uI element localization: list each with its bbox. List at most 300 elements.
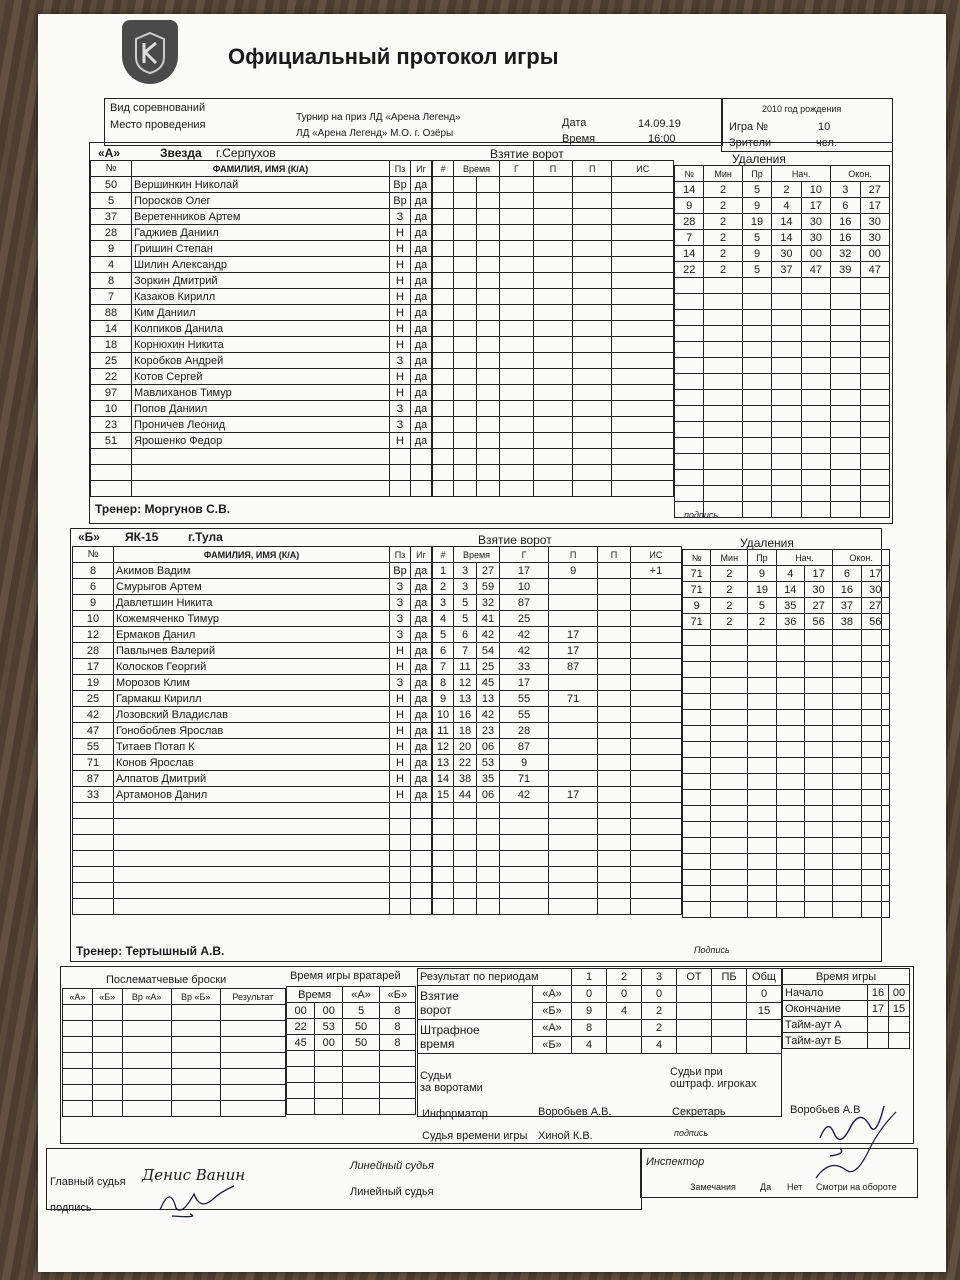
col-pz: Пз	[390, 161, 411, 177]
pen-start-sec	[804, 822, 832, 838]
goal-assist-1	[549, 835, 598, 851]
goal-assist-1	[533, 177, 572, 193]
goal-second	[477, 257, 500, 273]
pen-end-min	[831, 422, 860, 438]
goal-minute: 3	[454, 563, 477, 579]
penalty-row	[675, 182, 890, 198]
player-played	[411, 883, 432, 899]
pen-player	[675, 486, 704, 502]
secretary-label: Секретарь	[672, 1106, 726, 1118]
pen-start-sec	[801, 470, 830, 486]
goal-scorer	[500, 851, 549, 867]
goal-row	[433, 449, 674, 465]
goal-number: 8	[433, 675, 454, 691]
goal-situation	[630, 787, 681, 803]
goal-second: 06	[477, 739, 500, 755]
goal-minute: 11	[454, 659, 477, 675]
pen-start-sec: 27	[804, 598, 832, 614]
penalty-row	[683, 838, 890, 854]
goal-assist-1	[533, 321, 572, 337]
competition-value: Турнир на приз ЛД «Арена Легенд»	[296, 112, 461, 123]
pen-player	[683, 630, 711, 646]
player-position: Н	[390, 321, 411, 337]
goal-scorer	[500, 305, 534, 321]
penalty-judges-label: Судьи при оштраф. игроках	[670, 1066, 757, 1090]
pen-start-min	[772, 390, 801, 406]
col-goal-num: #	[433, 161, 454, 177]
player-played: да	[411, 385, 432, 401]
goal-assist-2	[573, 353, 612, 369]
player-row	[73, 803, 432, 819]
pen-minutes: 2	[711, 598, 748, 614]
player-number: 97	[91, 385, 132, 401]
player-name: Гришин Степан	[132, 241, 390, 257]
pen-end-min: 6	[831, 198, 860, 214]
player-row	[73, 675, 432, 691]
pen-reason: 9	[748, 566, 776, 582]
penalty-row	[675, 374, 890, 390]
pen-start-sec	[804, 902, 832, 918]
goalie-time-table	[286, 986, 416, 1115]
pen-minutes: 2	[711, 614, 748, 630]
pim-b-val-5	[747, 1037, 782, 1054]
goal-situation	[630, 675, 681, 691]
player-position: Н	[390, 643, 411, 659]
team-a-name: Звезда	[160, 146, 202, 160]
goal-minute: 22	[454, 755, 477, 771]
player-number: 25	[91, 353, 132, 369]
penalty-row	[675, 486, 890, 502]
goal-number: 9	[433, 691, 454, 707]
player-row	[91, 433, 432, 449]
pim-b-val-2: 4	[642, 1037, 677, 1054]
goal-assist-1	[533, 449, 572, 465]
goal-assist-2	[598, 643, 631, 659]
player-played: да	[411, 643, 432, 659]
goal-row	[433, 611, 682, 627]
pen-minutes	[704, 406, 742, 422]
shootout-cell	[63, 1021, 93, 1037]
pen-minutes: 2	[704, 230, 742, 246]
goal-assist-2	[598, 899, 631, 915]
player-number: 19	[73, 675, 114, 691]
roster-header	[73, 547, 432, 563]
pen-end-sec	[860, 438, 890, 454]
time-title: Время игры	[783, 969, 910, 985]
goals-a-val-5: 0	[747, 986, 782, 1003]
pen-start-min	[772, 422, 801, 438]
pen-start-min	[772, 502, 801, 518]
goal-minute: 6	[454, 627, 477, 643]
pen-start-min	[776, 694, 804, 710]
player-row	[91, 337, 432, 353]
player-played: да	[411, 305, 432, 321]
pen-reason	[742, 342, 771, 358]
pim-b-val-4	[712, 1037, 747, 1054]
player-number	[73, 883, 114, 899]
pen-reason	[742, 390, 771, 406]
pen-start-sec	[804, 742, 832, 758]
player-row	[91, 209, 432, 225]
penalty-row	[675, 422, 890, 438]
penalty-row	[675, 310, 890, 326]
goalie-empty	[379, 1067, 415, 1083]
pen-minutes	[704, 374, 742, 390]
timekeeper-label: Судья времени игры	[422, 1130, 528, 1142]
penalty-row	[683, 630, 890, 646]
col-pen-num: №	[683, 550, 711, 566]
shootout-cell	[122, 1069, 171, 1085]
shootout-row	[63, 1069, 286, 1085]
period-header	[418, 969, 782, 986]
goal-assist-1	[533, 209, 572, 225]
player-name: Конов Ярослав	[114, 755, 390, 771]
pen-end-sec: 00	[860, 246, 890, 262]
player-position: Н	[390, 337, 411, 353]
penalty-row	[683, 790, 890, 806]
head-referee-label: Главный судья	[50, 1176, 126, 1188]
col-pen-reason: Пр	[742, 166, 771, 182]
pen-reason	[748, 630, 776, 646]
goal-situation	[630, 595, 681, 611]
shootout-col-1: «Б»	[92, 989, 122, 1005]
pen-start-sec	[804, 854, 832, 870]
goal-row	[433, 177, 674, 193]
pim-b-val-3	[677, 1037, 712, 1054]
goal-minute	[454, 417, 477, 433]
period-results-table	[417, 968, 782, 1117]
goals-a-val-1: 0	[607, 986, 642, 1003]
player-number	[91, 449, 132, 465]
col-assist-1: П	[533, 161, 572, 177]
goalie-sec: 53	[315, 1019, 343, 1035]
pen-start-sec	[801, 486, 830, 502]
pen-end-sec	[861, 662, 889, 678]
goal-second: 45	[477, 675, 500, 691]
pen-start-sec: 00	[801, 246, 830, 262]
pen-end-sec	[860, 390, 890, 406]
goal-second	[477, 289, 500, 305]
goal-second	[477, 803, 500, 819]
pen-reason	[742, 374, 771, 390]
goalie-min: 00	[287, 1003, 315, 1019]
goal-number	[433, 177, 454, 193]
pen-start-sec	[801, 326, 830, 342]
pen-minutes	[711, 790, 748, 806]
goal-assist-1	[533, 401, 572, 417]
goal-row	[433, 675, 682, 691]
goal-number	[433, 851, 454, 867]
pen-player: 22	[675, 262, 704, 278]
player-played: да	[411, 225, 432, 241]
goal-assist-1	[549, 723, 598, 739]
player-number: 10	[73, 611, 114, 627]
pen-reason	[742, 454, 771, 470]
player-number	[73, 835, 114, 851]
goal-assist-2	[598, 627, 631, 643]
col-pz: Пз	[390, 547, 411, 563]
goal-assist-2	[573, 337, 612, 353]
pen-reason: 5	[742, 262, 771, 278]
pen-minutes	[711, 886, 748, 902]
team-b-penalties	[682, 549, 890, 918]
goal-row	[433, 771, 682, 787]
player-position	[390, 481, 411, 497]
goal-second	[477, 321, 500, 337]
goal-minute	[454, 241, 477, 257]
pen-player	[675, 294, 704, 310]
pen-start-sec	[804, 630, 832, 646]
timeout-a-minute	[889, 1017, 910, 1033]
player-row	[91, 353, 432, 369]
goal-assist-1	[533, 385, 572, 401]
pen-end-sec	[860, 310, 890, 326]
pen-start-sec	[804, 710, 832, 726]
penalty-row	[683, 614, 890, 630]
goal-scorer: 42	[500, 787, 549, 803]
player-row	[73, 851, 432, 867]
player-played: да	[411, 627, 432, 643]
pen-end-sec	[861, 710, 889, 726]
goal-row	[433, 321, 674, 337]
goal-row	[433, 225, 674, 241]
player-name	[114, 899, 390, 915]
goal-scorer: 55	[500, 691, 549, 707]
player-name: Шилин Александр	[132, 257, 390, 273]
player-played	[411, 851, 432, 867]
player-position: З	[390, 401, 411, 417]
pen-player	[683, 662, 711, 678]
player-name	[132, 481, 390, 497]
pen-reason	[742, 310, 771, 326]
player-position: Н	[390, 289, 411, 305]
goal-minute	[454, 449, 477, 465]
team-a-sign-label: подпись	[684, 510, 719, 520]
player-name: Проничев Леонид	[132, 417, 390, 433]
player-name: Колосков Георгий	[114, 659, 390, 675]
goal-assist-2	[573, 465, 612, 481]
player-played: да	[411, 691, 432, 707]
player-played: да	[411, 787, 432, 803]
goalie-empty	[343, 1099, 379, 1115]
goal-number	[433, 835, 454, 851]
pen-end-sec	[861, 678, 889, 694]
pen-minutes: 2	[704, 246, 742, 262]
pim-a-val-3	[677, 1020, 712, 1037]
player-number: 42	[73, 707, 114, 723]
pen-start-min	[772, 358, 801, 374]
shootout-cell	[171, 1101, 220, 1117]
pen-reason	[742, 502, 771, 518]
player-position: З	[390, 611, 411, 627]
goals-b-val-5: 15	[747, 1003, 782, 1020]
goal-scorer	[500, 273, 534, 289]
player-name: Смурыгов Артем	[114, 579, 390, 595]
pen-start-sec	[801, 342, 830, 358]
col-assist-1: П	[549, 547, 598, 563]
goal-assist-1: 17	[549, 643, 598, 659]
pen-minutes	[711, 742, 748, 758]
player-position: З	[390, 675, 411, 691]
goal-second: 35	[477, 771, 500, 787]
pen-minutes	[704, 358, 742, 374]
goal-second: 23	[477, 723, 500, 739]
col-goal-time: Время	[454, 161, 500, 177]
pen-start-sec: 17	[801, 198, 830, 214]
pen-reason: 9	[742, 198, 771, 214]
informer-name: Воробьев А.В.	[538, 1106, 612, 1118]
player-row	[91, 417, 432, 433]
goal-assist-1	[549, 851, 598, 867]
player-played	[411, 899, 432, 915]
pen-reason	[742, 422, 771, 438]
pen-player: 71	[683, 614, 711, 630]
head-referee-signature	[150, 1180, 240, 1220]
goal-row	[433, 481, 674, 497]
pen-start-min	[772, 278, 801, 294]
player-name: Попов Даниил	[132, 401, 390, 417]
goal-second: 54	[477, 643, 500, 659]
player-number: 7	[91, 289, 132, 305]
pen-player	[675, 358, 704, 374]
penalty-row	[683, 678, 890, 694]
pen-end-sec	[860, 406, 890, 422]
player-row	[91, 241, 432, 257]
goal-scorer	[500, 835, 549, 851]
player-name: Коробков Андрей	[132, 353, 390, 369]
player-row	[73, 563, 432, 579]
goal-minute	[454, 273, 477, 289]
goal-situation	[612, 257, 674, 273]
goal-minute	[454, 305, 477, 321]
player-position	[390, 465, 411, 481]
player-position: Н	[390, 691, 411, 707]
player-row	[91, 289, 432, 305]
goalie-empty	[343, 1051, 379, 1067]
goal-number: 12	[433, 739, 454, 755]
penalty-row	[675, 358, 890, 374]
goal-assist-1: 17	[549, 627, 598, 643]
pen-reason	[748, 790, 776, 806]
pen-player	[675, 326, 704, 342]
player-played: да	[411, 595, 432, 611]
shootout-col-0: «А»	[63, 989, 93, 1005]
goal-scorer	[500, 321, 534, 337]
player-position	[390, 449, 411, 465]
goal-minute: 5	[454, 611, 477, 627]
pen-minutes: 2	[704, 182, 742, 198]
pen-reason	[748, 870, 776, 886]
goal-number: 11	[433, 723, 454, 739]
goal-number	[433, 289, 454, 305]
start-minute: 00	[889, 985, 910, 1001]
pen-start-sec	[801, 454, 830, 470]
goal-situation	[630, 867, 681, 883]
pen-start-min	[776, 726, 804, 742]
goal-second	[477, 401, 500, 417]
col-pen-num: №	[675, 166, 704, 182]
penalty-row	[683, 854, 890, 870]
pen-end-min: 38	[833, 614, 861, 630]
penalty-row	[675, 214, 890, 230]
goal-row	[433, 835, 682, 851]
col-num: №	[91, 161, 132, 177]
goal-scorer: 42	[500, 627, 549, 643]
goalie-empty	[379, 1099, 415, 1115]
pen-end-min: 37	[833, 598, 861, 614]
goal-number	[433, 465, 454, 481]
goal-assist-1	[549, 739, 598, 755]
col-name: ФАМИЛИЯ, ИМЯ (К/А)	[132, 161, 390, 177]
goalie-empty	[343, 1067, 379, 1083]
goal-assist-1: 17	[549, 787, 598, 803]
pen-start-min	[772, 342, 801, 358]
goalie-b: 8	[379, 1035, 415, 1051]
player-position: З	[390, 627, 411, 643]
pen-reason	[742, 438, 771, 454]
remarks-yes: Да	[760, 1182, 772, 1192]
pen-start-min	[772, 374, 801, 390]
player-position: Н	[390, 305, 411, 321]
goalie-empty	[287, 1099, 315, 1115]
player-position: З	[390, 209, 411, 225]
goal-assist-1	[533, 353, 572, 369]
goal-second	[477, 209, 500, 225]
goal-second	[477, 481, 500, 497]
pen-start-sec	[801, 390, 830, 406]
col-goal-scorer: Г	[500, 547, 549, 563]
goalie-row	[287, 1051, 416, 1067]
goal-situation	[612, 321, 674, 337]
goal-row	[433, 209, 674, 225]
pen-end-sec	[860, 358, 890, 374]
col-num: №	[73, 547, 114, 563]
goal-scorer	[500, 883, 549, 899]
player-position: Н	[390, 257, 411, 273]
goal-situation	[612, 353, 674, 369]
pen-minutes	[711, 630, 748, 646]
goal-assist-2	[573, 273, 612, 289]
pen-reason	[748, 742, 776, 758]
pen-end-sec	[861, 902, 889, 918]
pen-start-min: 14	[772, 214, 801, 230]
goal-minute	[454, 177, 477, 193]
pen-reason: 9	[742, 246, 771, 262]
goal-row	[433, 803, 682, 819]
goal-number	[433, 803, 454, 819]
goal-minute: 18	[454, 723, 477, 739]
pen-minutes: 2	[711, 566, 748, 582]
pen-player	[683, 646, 711, 662]
player-position	[390, 851, 411, 867]
goal-scorer	[500, 289, 534, 305]
player-number: 9	[73, 595, 114, 611]
player-name: Ермаков Данил	[114, 627, 390, 643]
penalty-row	[675, 438, 890, 454]
player-number	[73, 819, 114, 835]
col-name: ФАМИЛИЯ, ИМЯ (К/А)	[114, 547, 390, 563]
goal-minute	[454, 369, 477, 385]
penalty-row	[675, 454, 890, 470]
pen-minutes	[704, 278, 742, 294]
goalie-row	[287, 1019, 416, 1035]
player-position: Н	[390, 273, 411, 289]
pen-start-sec	[801, 438, 830, 454]
goal-minute	[454, 851, 477, 867]
player-number	[73, 867, 114, 883]
pen-player	[683, 726, 711, 742]
player-played: да	[411, 707, 432, 723]
